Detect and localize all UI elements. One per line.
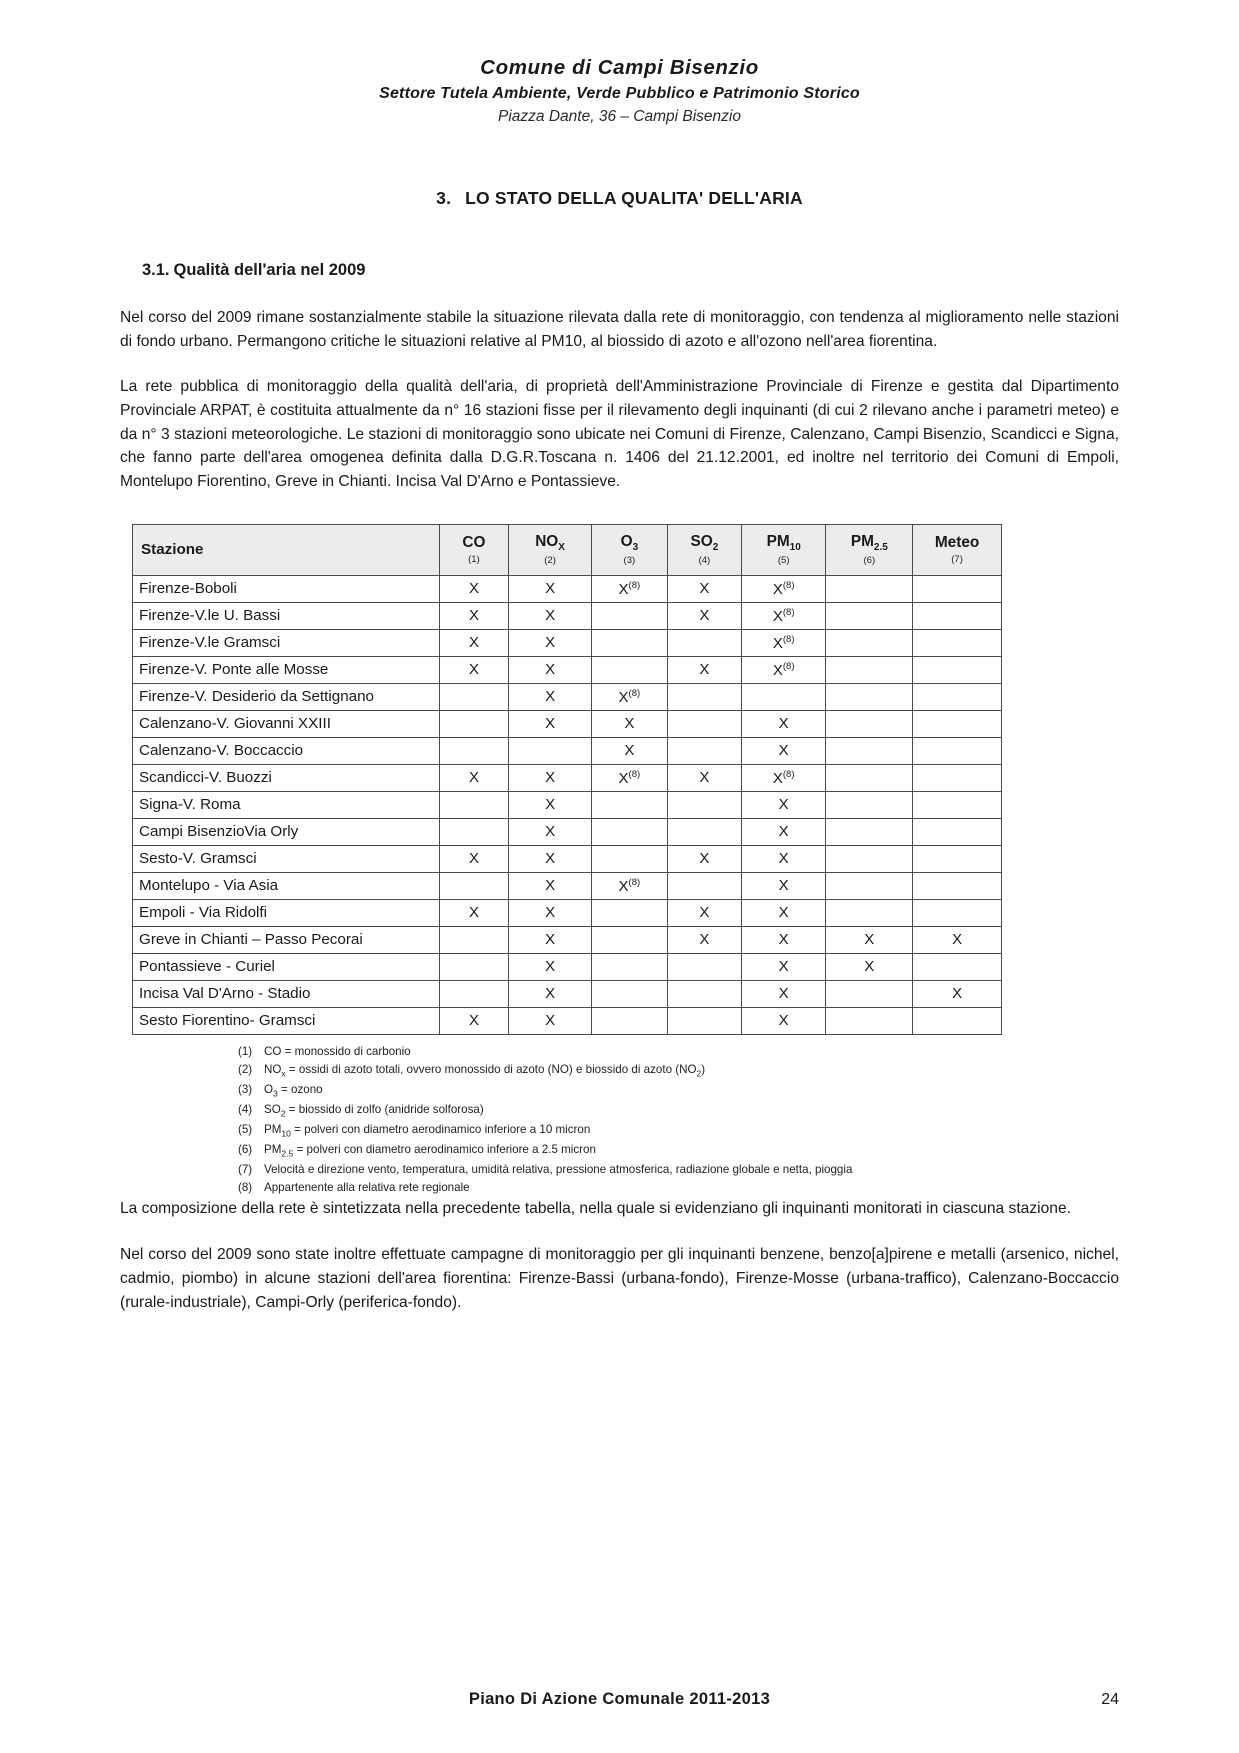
measurement-cell: $X^{(8)}$ (591, 575, 667, 602)
measurement-cell: X (667, 575, 741, 602)
measurement-cell (913, 899, 1002, 926)
measurement-cell: X (509, 872, 591, 899)
paragraph-4: Nel corso del 2009 sono state inoltre effettuate campagne di monitoraggio per gli inquinanti benzene, benzo[a]pirene e metalli (arsenico, nichel, cadmio, piombo) in alcune stazioni dell'area fiorentina: Firenze-Bassi (urbana-fondo), Firenze-Mosse (urbana-traffico), Calenzano-Boccaccio (rurale-industriale), Campi-Orly (periferica-fondo). (120, 1246, 1119, 1311)
footnote-text: $PM_{10}$ = polveri con diametro aerodinamico inferiore a 10 micron (264, 1123, 591, 1139)
column-note-so2: (4) (698, 555, 711, 567)
station-name-cell: Signa-V. Roma (133, 791, 440, 818)
measurement-cell: X (741, 899, 826, 926)
stations-table (132, 524, 1002, 1035)
measurement-cell: X (509, 791, 591, 818)
station-name-cell: Firenze-V.le U. Bassi (133, 602, 440, 629)
station-name-cell: Pontassieve - Curiel (133, 953, 440, 980)
measurement-cell (913, 818, 1002, 845)
measurement-cell (826, 818, 913, 845)
footnote-item (238, 1043, 1119, 1060)
measurement-cell (439, 872, 509, 899)
section-number: 3.1. (142, 261, 170, 279)
measurement-cell: X (509, 845, 591, 872)
footnote-number: (2) (238, 1062, 253, 1076)
document-header (120, 56, 1119, 126)
document-footer (120, 1690, 1119, 1709)
measurement-cell (826, 575, 913, 602)
measurement-cell: X (439, 602, 509, 629)
measurement-cell (591, 980, 667, 1007)
measurement-cell (439, 737, 509, 764)
measurement-cell (591, 602, 667, 629)
measurement-cell (913, 953, 1002, 980)
footnote-text: $NO_x$ = ossidi di azoto totali, ovvero monossido di azoto (NO) e biossido di azoto $(NO_2)$ (264, 1062, 706, 1079)
measurement-cell (591, 845, 667, 872)
measurement-cell (591, 656, 667, 683)
measurement-cell: X (509, 764, 591, 791)
station-name-cell: Empoli - Via Ridolfi (133, 899, 440, 926)
measurement-cell: X (741, 845, 826, 872)
measurement-cell: X (667, 656, 741, 683)
table-footnotes (120, 1043, 1119, 1197)
measurement-cell: X (509, 980, 591, 1007)
measurement-cell (826, 710, 913, 737)
header-address: Piazza Dante, 36 – Campi Bisenzio (498, 108, 741, 125)
section-title-text: Qualità dell'aria nel 2009 (173, 261, 366, 279)
measurement-cell (439, 710, 509, 737)
measurement-cell: $X^{(8)}$ (591, 872, 667, 899)
footnote-item (238, 1179, 1119, 1196)
measurement-cell (826, 629, 913, 656)
measurement-cell: $X^{(8)}$ (741, 602, 826, 629)
section-heading (142, 261, 1119, 280)
footnote-number: (7) (238, 1163, 253, 1177)
measurement-cell (667, 629, 741, 656)
footnote-text: $SO_2$ = biossido di zolfo (anidride solforosa) (264, 1103, 484, 1119)
table-row (133, 683, 1002, 710)
measurement-cell (913, 872, 1002, 899)
measurement-cell (913, 764, 1002, 791)
paragraph-3: La composizione della rete è sintetizzata nella precedente tabella, nella quale si evidenziano gli inquinanti monitorati in ciascuna stazione. (120, 1200, 1071, 1218)
column-note-co: (1) (468, 554, 480, 566)
measurement-cell (913, 629, 1002, 656)
measurement-cell: $X^{(8)}$ (741, 764, 826, 791)
measurement-cell (913, 1007, 1002, 1034)
table-row (133, 818, 1002, 845)
measurement-cell (667, 791, 741, 818)
column-note-o3: (3) (623, 555, 636, 567)
header-department: Settore Tutela Ambiente, Verde Pubblico e Patrimonio Storico (379, 85, 860, 102)
measurement-cell: X (509, 683, 591, 710)
measurement-cell (439, 818, 509, 845)
measurement-cell (826, 980, 913, 1007)
measurement-cell (741, 683, 826, 710)
measurement-cell (509, 737, 591, 764)
column-header-station-label: Stazione (141, 541, 204, 559)
measurement-cell: X (509, 1007, 591, 1034)
measurement-cell (826, 1007, 913, 1034)
footnote-text: $O_3$ = ozono (264, 1083, 323, 1099)
station-name-cell: Greve in Chianti – Passo Pecorai (133, 926, 440, 953)
column-header-so2: $SO_2$ (4) (667, 524, 741, 575)
chapter-title-text: LO STATO DELLA QUALITA' DELL'ARIA (465, 188, 803, 208)
measurement-cell: X (741, 926, 826, 953)
measurement-cell: X (741, 980, 826, 1007)
measurement-cell (913, 791, 1002, 818)
column-note-pm25: (6) (863, 555, 876, 567)
footnote-text: Velocità e direzione vento, temperatura, umidità relativa, pressione atmosferica, radiazione globale e netta, pioggia (264, 1163, 853, 1177)
measurement-cell: $X^{(8)}$ (741, 575, 826, 602)
footnote-number: (8) (238, 1181, 253, 1195)
measurement-cell (667, 1007, 741, 1034)
station-name-cell: Sesto-V. Gramsci (133, 845, 440, 872)
footnote-number: (3) (238, 1083, 253, 1096)
footnote-text: Appartenente alla relativa rete regionale (264, 1181, 470, 1195)
table-row (133, 845, 1002, 872)
measurement-cell: X (439, 764, 509, 791)
stations-table-body (133, 575, 1002, 1034)
measurement-cell (913, 683, 1002, 710)
measurement-cell (591, 1007, 667, 1034)
measurement-cell: X (741, 737, 826, 764)
station-name-cell: Sesto Fiorentino- Gramsci (133, 1007, 440, 1034)
measurement-cell (913, 656, 1002, 683)
measurement-cell: $X^{(8)}$ (741, 629, 826, 656)
station-name-cell: Firenze-V. Desiderio da Settignano (133, 683, 440, 710)
table-row (133, 737, 1002, 764)
station-name-cell: Campi BisenzioVia Orly (133, 818, 440, 845)
measurement-cell: X (591, 710, 667, 737)
measurement-cell (591, 629, 667, 656)
chapter-heading (120, 188, 1119, 209)
measurement-cell: X (509, 818, 591, 845)
column-header-nox: $NO_X$ (2) (509, 524, 591, 575)
measurement-cell (667, 710, 741, 737)
measurement-cell (826, 791, 913, 818)
table-row (133, 926, 1002, 953)
measurement-cell (667, 818, 741, 845)
measurement-cell: X (509, 629, 591, 656)
footnote-item (238, 1101, 1119, 1120)
station-name-cell: Firenze-V.le Gramsci (133, 629, 440, 656)
table-row (133, 575, 1002, 602)
column-header-pm10: $PM_{10}$ (5) (741, 524, 826, 575)
footnote-item (238, 1061, 1119, 1080)
table-row (133, 764, 1002, 791)
table-row (133, 602, 1002, 629)
measurement-cell (667, 953, 741, 980)
measurement-cell (667, 737, 741, 764)
table-row (133, 872, 1002, 899)
measurement-cell (667, 980, 741, 1007)
measurement-cell: X (509, 953, 591, 980)
measurement-cell: X (913, 926, 1002, 953)
footnote-text: $PM_{2.5}$ = polveri con diametro aerodinamico inferiore a 2.5 micron (264, 1143, 596, 1159)
measurement-cell: X (439, 629, 509, 656)
column-header-o3: $O_3$ (3) (591, 524, 667, 575)
footnote-text: CO = monossido di carbonio (264, 1044, 411, 1058)
measurement-cell: X (509, 656, 591, 683)
measurement-cell: $X^{(8)}$ (591, 683, 667, 710)
footnote-item (238, 1081, 1119, 1100)
chapter-number: 3. (436, 188, 452, 208)
footnote-number: (1) (238, 1044, 253, 1058)
measurement-cell (913, 845, 1002, 872)
footer-page-number: 24 (1101, 1691, 1119, 1708)
table-row (133, 791, 1002, 818)
measurement-cell (439, 683, 509, 710)
measurement-cell: X (509, 710, 591, 737)
measurement-cell (826, 899, 913, 926)
footnote-item (238, 1161, 1119, 1178)
measurement-cell (913, 602, 1002, 629)
measurement-cell (913, 710, 1002, 737)
measurement-cell (591, 791, 667, 818)
measurement-cell: X (826, 926, 913, 953)
measurement-cell: $X^{(8)}$ (591, 764, 667, 791)
station-name-cell: Calenzano-V. Giovanni XXIII (133, 710, 440, 737)
measurement-cell (591, 818, 667, 845)
measurement-cell: X (439, 899, 509, 926)
table-row (133, 899, 1002, 926)
measurement-cell (913, 575, 1002, 602)
measurement-cell (826, 872, 913, 899)
measurement-cell (826, 845, 913, 872)
table-header-row (133, 524, 1002, 575)
measurement-cell (826, 764, 913, 791)
measurement-cell: X (439, 575, 509, 602)
table-row (133, 629, 1002, 656)
measurement-cell: X (826, 953, 913, 980)
measurement-cell: X (741, 710, 826, 737)
measurement-cell (591, 899, 667, 926)
measurement-cell (826, 602, 913, 629)
measurement-cell: X (509, 926, 591, 953)
measurement-cell (439, 926, 509, 953)
column-header-meteo: Meteo (7) (913, 524, 1002, 575)
measurement-cell: X (439, 656, 509, 683)
station-name-cell: Firenze-Boboli (133, 575, 440, 602)
measurement-cell (591, 926, 667, 953)
measurement-cell: $X^{(8)}$ (741, 656, 826, 683)
measurement-cell (826, 737, 913, 764)
footnote-number: (6) (238, 1143, 253, 1157)
measurement-cell (826, 683, 913, 710)
footnote-item (238, 1141, 1119, 1160)
header-organization: Comune di Campi Bisenzio (480, 56, 759, 79)
footnote-number: (4) (238, 1103, 253, 1117)
measurement-cell: X (741, 791, 826, 818)
measurement-cell: X (913, 980, 1002, 1007)
measurement-cell (667, 683, 741, 710)
footnote-number: (5) (238, 1123, 253, 1137)
column-header-co: CO (1) (439, 524, 509, 575)
station-name-cell: Scandicci-V. Buozzi (133, 764, 440, 791)
measurement-cell: X (439, 1007, 509, 1034)
column-header-station (133, 524, 440, 575)
measurement-cell: X (509, 899, 591, 926)
measurement-cell (667, 872, 741, 899)
column-note-meteo: (7) (951, 554, 963, 566)
measurement-cell: X (741, 1007, 826, 1034)
column-note-pm10: (5) (777, 555, 790, 567)
table-row (133, 1007, 1002, 1034)
station-name-cell: Firenze-V. Ponte alle Mosse (133, 656, 440, 683)
measurement-cell: X (741, 953, 826, 980)
station-name-cell: Calenzano-V. Boccaccio (133, 737, 440, 764)
table-row (133, 656, 1002, 683)
measurement-cell: X (591, 737, 667, 764)
measurement-cell (439, 791, 509, 818)
measurement-cell (439, 980, 509, 1007)
footnote-item (238, 1121, 1119, 1140)
measurement-cell: X (741, 872, 826, 899)
table-row (133, 980, 1002, 1007)
measurement-cell: X (741, 818, 826, 845)
paragraph-2: La rete pubblica di monitoraggio della qualità dell'aria, di proprietà dell'Amministrazione Provinciale di Firenze e gestita dal Dipartimento Provinciale ARPAT, è costituita attualmente da n° 16 stazioni fisse per il rilevamento degli inquinanti (di cui 2 rilevano anche i parametri meteo) e da n° 3 stazioni meteorologiche. Le stazioni di monitoraggio sono ubicate nei Comuni di Firenze, Calenzano, Campi Bisenzio, Scandicci e Signa, che fanno parte dell'area omogenea definita dalla D.G.R.Toscana n. 1406 del 21.12.2001, ed inoltre nel territorio dei Comuni di Empoli, Montelupo Fiorentino, Greve in Chianti. Incisa Val D'Arno e Pontassieve. (120, 378, 1119, 491)
measurement-cell (439, 953, 509, 980)
station-name-cell: Montelupo - Via Asia (133, 872, 440, 899)
footer-title: Piano Di Azione Comunale 2011-2013 (468, 1690, 771, 1708)
measurement-cell: X (667, 602, 741, 629)
measurement-cell (591, 953, 667, 980)
measurement-cell: X (667, 899, 741, 926)
column-header-pm25: $PM_{2.5}$ (6) (826, 524, 913, 575)
measurement-cell: X (667, 764, 741, 791)
stations-table-wrapper (132, 524, 1002, 1035)
measurement-cell: X (667, 926, 741, 953)
column-note-nox: (2) (544, 555, 556, 567)
measurement-cell (913, 737, 1002, 764)
measurement-cell (826, 656, 913, 683)
table-row (133, 953, 1002, 980)
measurement-cell: X (509, 602, 591, 629)
measurement-cell: X (667, 845, 741, 872)
paragraph-1: Nel corso del 2009 rimane sostanzialmente stabile la situazione rilevata dalla rete di monitoraggio, con tendenza al miglioramento nelle stazioni di fondo urbano. Permangono critiche le situazioni relative al PM10, al biossido di azoto e all'ozono nell'area fiorentina. (120, 309, 1119, 350)
table-row (133, 710, 1002, 737)
measurement-cell: X (509, 575, 591, 602)
station-name-cell: Incisa Val D'Arno - Stadio (133, 980, 440, 1007)
measurement-cell: X (439, 845, 509, 872)
